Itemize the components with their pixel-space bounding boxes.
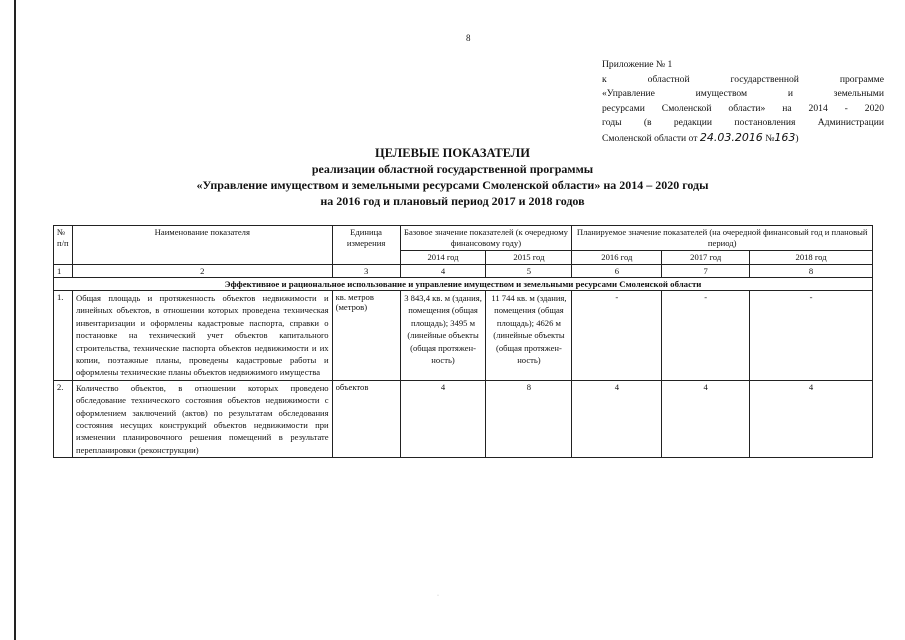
row-value-2015: 8: [486, 380, 572, 457]
row-num: 1.: [54, 291, 73, 381]
header-plan: Планируемое значение показателей (на очередной финансовый год и плановый период): [572, 226, 873, 251]
row-value-2018: 4: [750, 380, 873, 457]
appendix-line: ресурсами Смоленской области» на 2014 - 2020: [602, 102, 884, 114]
number-sign: №: [765, 132, 775, 144]
row-num: 2.: [54, 380, 73, 457]
row-unit: кв. метров (метров): [332, 291, 400, 381]
row-value-2018: -: [750, 291, 873, 381]
appendix-line: к областной государственной программе: [602, 73, 884, 85]
row-value-2016: 4: [572, 380, 662, 457]
row-value-2016: -: [572, 291, 662, 381]
col-number: 1: [54, 265, 73, 278]
header-unit: Единица измерения: [332, 226, 400, 265]
row-name: Количество объектов, в отношении которых проведено обследование технического состояния объектов недвижимости с оформлением заключений (актов) по результатам обследования состояния несущих конструкций объектов недвижимости при изменении планировочного решения помещений в результате перепланировки (реконструкции): [72, 380, 332, 457]
header-2014: 2014 год: [400, 251, 486, 265]
table-row: [54, 380, 873, 457]
section-heading: Эффективное и рациональное использование и управление имуществом и земельными ресурсами Смоленской области: [54, 278, 873, 291]
table-row: [54, 291, 873, 381]
appendix-line: Приложение № 1: [602, 59, 673, 70]
indicators-table: [53, 225, 873, 458]
row-value-2015: 11 744 кв. м (здания, помещения (общая площадь); 4626 м (линейные объекты (общая протяжен-ность): [486, 291, 572, 381]
header-base: Базовое значение показателей (к очередному финансовому году): [400, 226, 572, 251]
header-name: Наименование показателя: [72, 226, 332, 265]
scan-speck: ·: [437, 593, 439, 599]
col-number: 5: [486, 265, 572, 278]
doc-title: ЦЕЛЕВЫЕ ПОКАЗАТЕЛИ: [375, 146, 530, 160]
header-2017: 2017 год: [662, 251, 750, 265]
handwritten-number: 163: [774, 130, 796, 144]
header-2015: 2015 год: [486, 251, 572, 265]
page-left-border: [14, 0, 16, 640]
col-number: 2: [72, 265, 332, 278]
appendix-line-last: Смоленской области от 24.03.2016 №163): [602, 130, 799, 144]
row-value-2014: 3 843,4 кв. м (здания, помещения (общая площадь); 3495 м (линейные объекты (общая протяжен-ность): [400, 291, 486, 381]
header-num: № п/п: [54, 226, 73, 265]
page-number: 8: [466, 33, 471, 43]
col-number: 7: [662, 265, 750, 278]
appendix-line: «Управление имуществом и земельными: [602, 88, 884, 99]
doc-subtitle: реализации областной государственной программы: [311, 162, 594, 176]
row-value-2017: -: [662, 291, 750, 381]
appendix-last-prefix: Смоленской области от: [602, 132, 698, 144]
appendix-line: годы (в редакции постановления Администрации: [602, 117, 884, 128]
header-2018: 2018 год: [750, 251, 873, 265]
doc-subtitle-period: на 2016 год и плановый период 2017 и 2018 годов: [320, 194, 585, 208]
col-number: 8: [750, 265, 873, 278]
handwritten-date: 24.03.2016: [699, 130, 763, 144]
col-number: 3: [332, 265, 400, 278]
col-number: 6: [572, 265, 662, 278]
row-value-2014: 4: [400, 380, 486, 457]
header-2016: 2016 год: [572, 251, 662, 265]
row-value-2017: 4: [662, 380, 750, 457]
appendix-note: [602, 58, 884, 146]
row-unit: объектов: [332, 380, 400, 457]
doc-subtitle-program: «Управление имуществом и земельными ресурсами Смоленской области» на 2014 – 2020 годы: [196, 178, 709, 192]
row-name: Общая площадь и протяженность объектов недвижимости и линейных объектов, в отношении которых проведена техническая инвентаризации и оформлены кадастровые паспорта, справки о постановке на технический учет объектов капитального строительства, технические паспорта объектов недвижимости и их копии, поэтажные планы, проведены кадастровые работы и оформлены технические планы объектов недвижимого имущества: [72, 291, 332, 381]
col-number: 4: [400, 265, 486, 278]
